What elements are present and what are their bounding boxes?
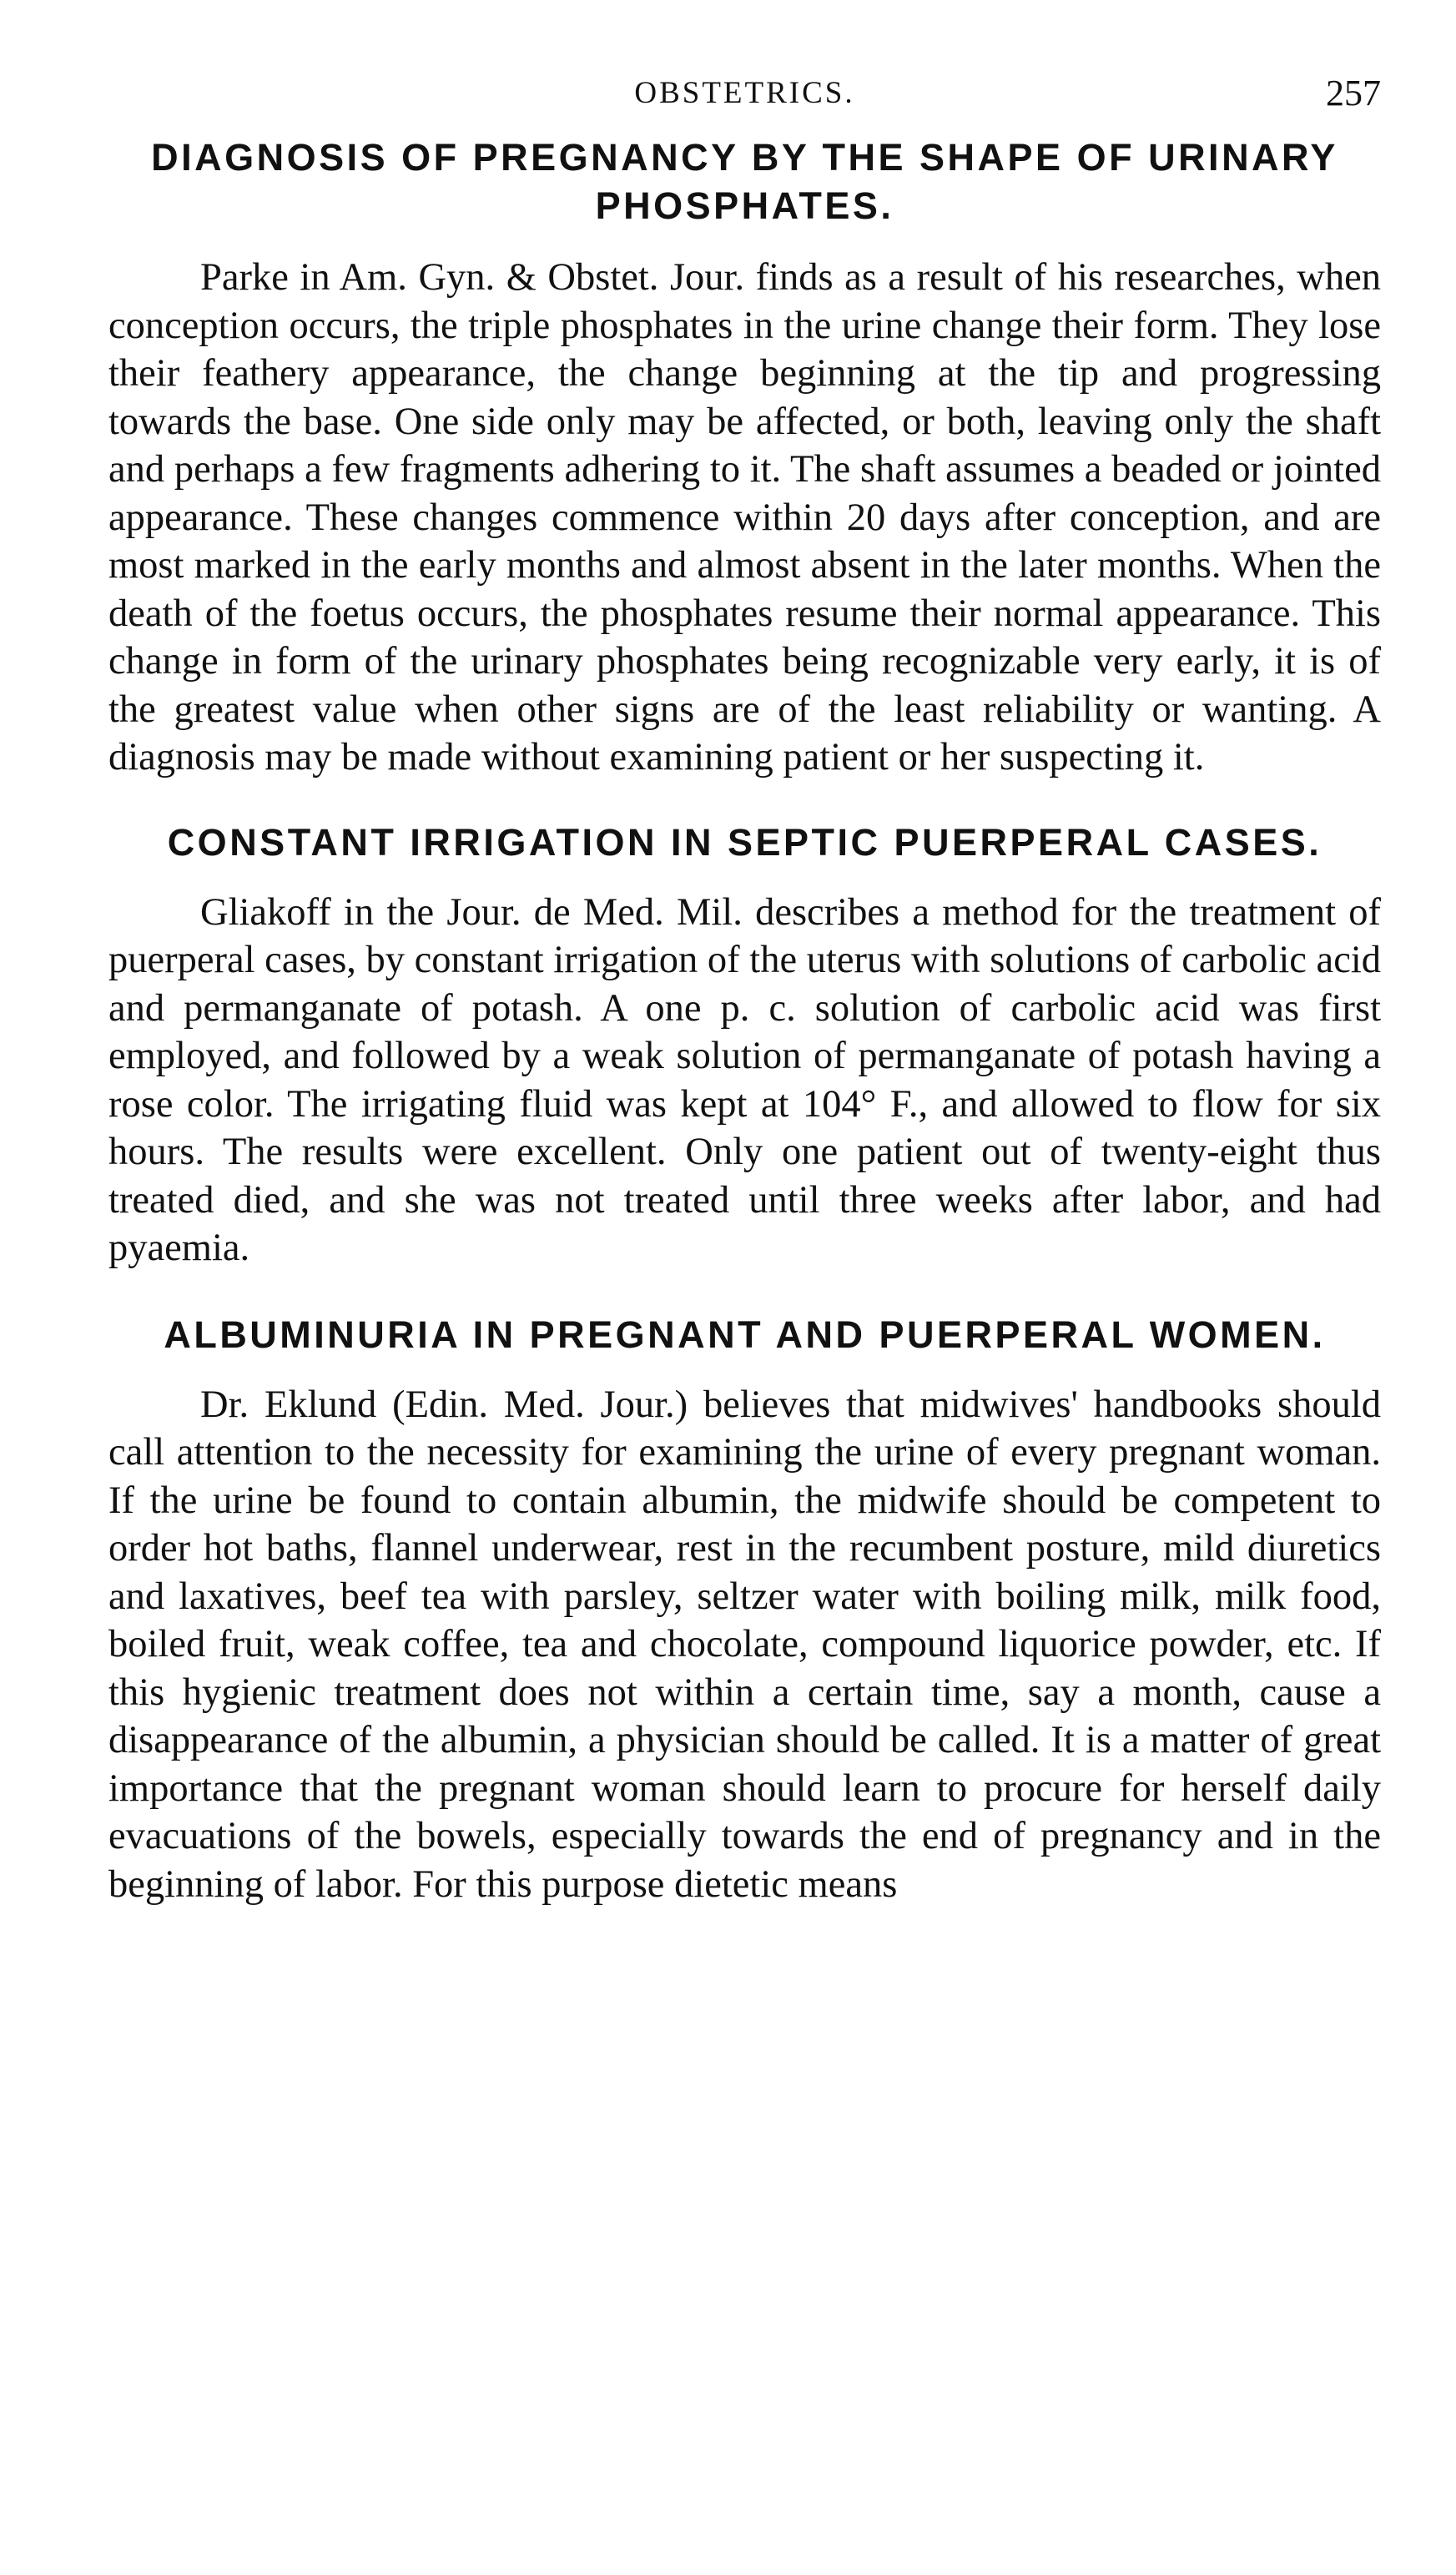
section-paragraph-albuminuria: Dr. Eklund (Edin. Med. Jour.) believes that midwives' handbooks should call attention to the necessity for examining the urine of every pregnant woman. If the urine be found to contain albumin, the midwife should be competent to order hot baths, flannel underwear, rest in the recumbent posture, mild diuretics and laxatives, beef tea with parsley, seltzer water with boiling milk, milk food, boiled fruit, weak coffee, tea and chocolate, compound liquorice powder, etc. If this hygienic treatment does not within a certain time, say a month, cause a disappearance of the albumin, a physician should be called. It is a matter of great importance that the pregnant woman should learn to procure for herself daily evacuations of the bowels, especially towards the end of pregnancy and in the beginning of labor. For this purpose dietetic means — [108, 1383, 1381, 1906]
running-title: OBSTETRICS. — [634, 76, 855, 110]
page-number: 257 — [1326, 73, 1381, 113]
section-paragraph-diagnosis-of-pregnancy: Parke in Am. Gyn. & Obstet. Jour. finds as a result of his researches, when conception occurs, the triple phosphates in the urine change their form. They lose their feathery appearance, the change beginning at the tip and progressing towards the base. One side only may be affected, or both, leaving only the shaft and perhaps a few fragments adhering to it. The shaft assumes a beaded or jointed appearance. These changes commence within 20 days after conception, and are most marked in the early months and almost absent in the later months. When the death of the foetus occurs, the phosphates resume their normal appearance. This change in form of the urinary phosphates being recognizable very early, it is of the greatest value when other signs are of the least reliability or wanting. A diagnosis may be made without examining patient or her suspecting it. — [108, 256, 1381, 779]
section-heading-diagnosis-of-pregnancy: DIAGNOSIS OF PREGNANCY BY THE SHAPE OF URINARY PHOSPHATES. — [151, 136, 1338, 227]
section-heading-albuminuria: ALBUMINURIA IN PREGNANT AND PUERPERAL WOMEN. — [164, 1313, 1326, 1356]
section-heading-constant-irrigation: CONSTANT IRRIGATION IN SEPTIC PUERPERAL CASES. — [167, 820, 1322, 864]
book-page — [108, 67, 1381, 1908]
running-head — [108, 67, 1381, 125]
section-paragraph-constant-irrigation: Gliakoff in the Jour. de Med. Mil. describes a method for the treatment of puerperal cases, by constant irrigation of the uterus with solutions of carbolic acid and permanganate of potash. A one p. c. solution of carbolic acid was first employed, and followed by a weak solution of permanganate of potash having a rose color. The irrigating fluid was kept at 104° F., and allowed to flow for six hours. The results were excellent. Only one patient out of twenty-eight thus treated died, and she was not treated until three weeks after labor, and had pyaemia. — [108, 890, 1382, 1269]
